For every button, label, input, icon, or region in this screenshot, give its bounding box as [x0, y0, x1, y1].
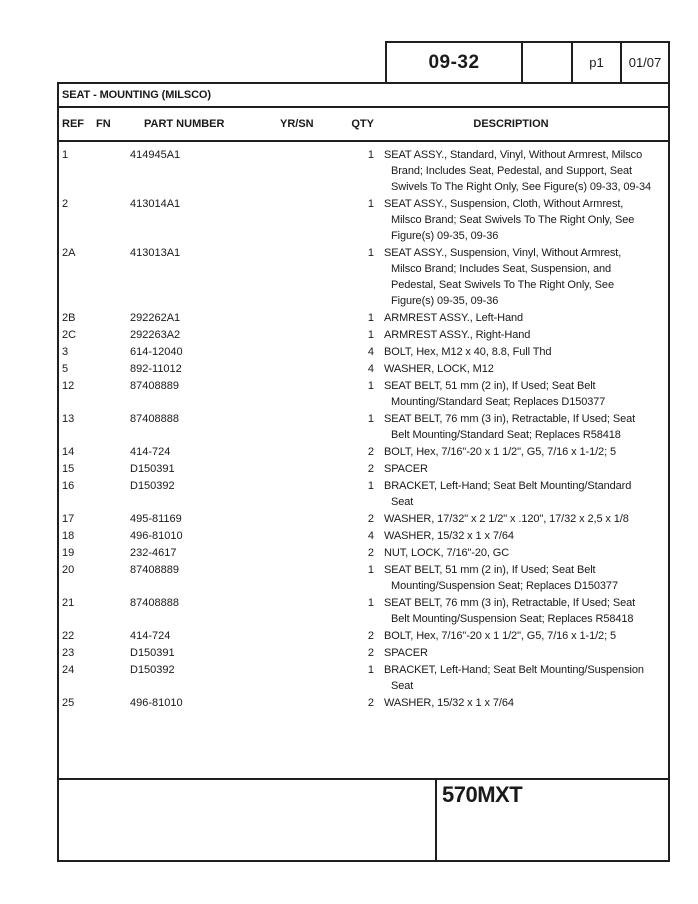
model-label: 570MXT	[442, 782, 523, 807]
part-number-cell: 87408888	[130, 413, 179, 425]
footer-empty-cell	[59, 780, 435, 860]
description-cell: BRACKET, Left-Hand; Seat Belt Mounting/Standard Seat	[384, 480, 632, 508]
qty-cell: 2	[367, 547, 374, 559]
footer-model-cell	[435, 780, 668, 860]
qty-cell: 2	[367, 647, 374, 659]
ref-cell: 15	[62, 463, 75, 475]
qty-cell: 2	[367, 630, 374, 642]
table-row	[59, 361, 668, 377]
qty-cell: 1	[367, 664, 374, 676]
column-header-row	[59, 108, 668, 142]
part-number-cell: 87408889	[130, 564, 179, 576]
column-header-fn: FN	[96, 118, 111, 130]
part-number-cell: 292262A1	[130, 312, 181, 324]
description-cell: SEAT BELT, 51 mm (2 in), If Used; Seat Belt Mounting/Suspension Seat; Replaces D150377	[384, 564, 618, 592]
qty-cell: 1	[367, 247, 374, 259]
qty-cell: 2	[367, 463, 374, 475]
table-row	[59, 511, 668, 527]
table-row	[59, 628, 668, 644]
part-number-cell: 614-12040	[130, 346, 183, 358]
description-cell: BOLT, Hex, M12 x 40, 8.8, Full Thd	[384, 346, 552, 358]
table-title: SEAT - MOUNTING (MILSCO)	[59, 84, 668, 108]
description-cell: ARMREST ASSY., Right-Hand	[384, 329, 531, 341]
part-number-cell: 292263A2	[130, 329, 181, 341]
ref-cell: 21	[62, 597, 75, 609]
qty-cell: 1	[367, 413, 374, 425]
part-number-cell: 232-4617	[130, 547, 177, 559]
ref-cell: 20	[62, 564, 75, 576]
description-cell: BRACKET, Left-Hand; Seat Belt Mounting/Suspension Seat	[384, 664, 644, 692]
part-number-cell: 496-81010	[130, 697, 183, 709]
parts-table	[57, 82, 670, 862]
table-row	[59, 478, 668, 510]
description-cell: BOLT, Hex, 7/16"-20 x 1 1/2", G5, 7/16 x 1-1/2; 5	[384, 446, 616, 458]
qty-cell: 2	[367, 697, 374, 709]
description-cell: SEAT ASSY., Suspension, Cloth, Without Armrest, Milsco Brand; Seat Swivels To The Right Only, See Figure(s) 09-35, 09-36	[384, 198, 635, 242]
part-number-cell: 413014A1	[130, 198, 181, 210]
table-row	[59, 310, 668, 326]
part-number-cell: 87408888	[130, 597, 179, 609]
table-footer	[59, 778, 668, 860]
ref-cell: 17	[62, 513, 75, 525]
table-row	[59, 695, 668, 711]
table-row	[59, 662, 668, 694]
qty-cell: 4	[367, 363, 374, 375]
ref-cell: 2A	[62, 247, 76, 259]
qty-cell: 1	[367, 312, 374, 324]
table-row	[59, 245, 668, 309]
description-cell: WASHER, 15/32 x 1 x 7/64	[384, 530, 514, 542]
table-row	[59, 378, 668, 410]
ref-cell: 2C	[62, 329, 77, 341]
description-cell: SEAT BELT, 51 mm (2 in), If Used; Seat Belt Mounting/Standard Seat; Replaces D150377	[384, 380, 606, 408]
description-cell: BOLT, Hex, 7/16"-20 x 1 1/2", G5, 7/16 x 1-1/2; 5	[384, 630, 616, 642]
description-cell: SEAT ASSY., Standard, Vinyl, Without Armrest, Milsco Brand; Includes Seat, Pedestal, and Support, Seat Swivels To The Right Only, See Figure(s) 09-33, 09-34	[384, 149, 652, 193]
part-number-cell: D150392	[130, 480, 175, 492]
ref-cell: 22	[62, 630, 75, 642]
section-page-number: 09-32	[428, 51, 480, 73]
qty-cell: 4	[367, 530, 374, 542]
ref-cell: 19	[62, 547, 75, 559]
ref-cell: 2B	[62, 312, 76, 324]
ref-cell: 3	[62, 346, 69, 358]
revision-date: 01/07	[620, 43, 668, 82]
part-number-cell: D150392	[130, 664, 175, 676]
table-row	[59, 196, 668, 244]
qty-cell: 1	[367, 564, 374, 576]
column-header-yrsn: YR/SN	[280, 118, 314, 130]
description-cell: SEAT ASSY., Suspension, Vinyl, Without Armrest, Milsco Brand; Includes Seat, Suspension, and Pedestal, Seat Swivels To The Right Only, See Figure(s) 09-35, 09-36	[384, 247, 622, 307]
description-cell: SEAT BELT, 76 mm (3 in), Retractable, If Used; Seat Belt Mounting/Standard Seat; Replaces R58418	[384, 413, 636, 441]
qty-cell: 1	[367, 380, 374, 392]
part-number-cell: D150391	[130, 647, 175, 659]
qty-cell: 1	[367, 149, 374, 161]
ref-cell: 14	[62, 446, 75, 458]
part-number-cell: 414-724	[130, 446, 171, 458]
column-header-description: DESCRIPTION	[473, 118, 549, 130]
description-cell: SEAT BELT, 76 mm (3 in), Retractable, If Used; Seat Belt Mounting/Suspension Seat; Replaces R58418	[384, 597, 636, 625]
ref-cell: 2	[62, 198, 69, 210]
table-row	[59, 411, 668, 443]
ref-cell: 12	[62, 380, 75, 392]
column-header-qty: QTY	[351, 118, 374, 130]
table-row	[59, 562, 668, 594]
qty-cell: 2	[367, 513, 374, 525]
part-number-cell: 892-11012	[130, 363, 182, 375]
description-cell: ARMREST ASSY., Left-Hand	[384, 312, 524, 324]
table-row	[59, 528, 668, 544]
sheet-number: p1	[571, 43, 620, 82]
qty-cell: 1	[367, 597, 374, 609]
part-number-cell: 87408889	[130, 380, 179, 392]
table-row	[59, 545, 668, 561]
description-cell: WASHER, LOCK, M12	[384, 363, 494, 375]
table-row	[59, 344, 668, 360]
table-row	[59, 645, 668, 661]
ref-cell: 23	[62, 647, 75, 659]
part-number-cell: 414-724	[130, 630, 171, 642]
ref-cell: 1	[62, 149, 69, 161]
part-number-cell: 496-81010	[130, 530, 183, 542]
ref-cell: 24	[62, 664, 75, 676]
description-cell: SPACER	[384, 647, 428, 659]
ref-cell: 5	[62, 363, 69, 375]
description-cell: SPACER	[384, 463, 428, 475]
ref-cell: 13	[62, 413, 75, 425]
ref-cell: 25	[62, 697, 75, 709]
ref-cell: 16	[62, 480, 75, 492]
description-cell: WASHER, 15/32 x 1 x 7/64	[384, 697, 514, 709]
qty-cell: 2	[367, 446, 374, 458]
qty-cell: 1	[367, 329, 374, 341]
qty-cell: 4	[367, 346, 374, 358]
qty-cell: 1	[367, 198, 374, 210]
header-empty-cell	[521, 43, 571, 82]
ref-cell: 18	[62, 530, 75, 542]
part-number-cell: 495-81169	[130, 513, 182, 525]
part-number-cell: 414945A1	[130, 149, 181, 161]
table-body	[59, 142, 668, 778]
description-cell: WASHER, 17/32" x 2 1/2" x .120", 17/32 x 2,5 x 1/8	[384, 513, 629, 525]
table-row	[59, 595, 668, 627]
description-cell: NUT, LOCK, 7/16"-20, GC	[384, 547, 510, 559]
column-header-part-number: PART NUMBER	[144, 118, 225, 130]
column-header-ref: REF	[62, 118, 84, 130]
table-row	[59, 327, 668, 343]
table-row	[59, 461, 668, 477]
part-number-cell: 413013A1	[130, 247, 181, 259]
qty-cell: 1	[367, 480, 374, 492]
table-row	[59, 147, 668, 195]
part-number-cell: D150391	[130, 463, 175, 475]
page-header-box	[385, 41, 670, 82]
table-row	[59, 444, 668, 460]
